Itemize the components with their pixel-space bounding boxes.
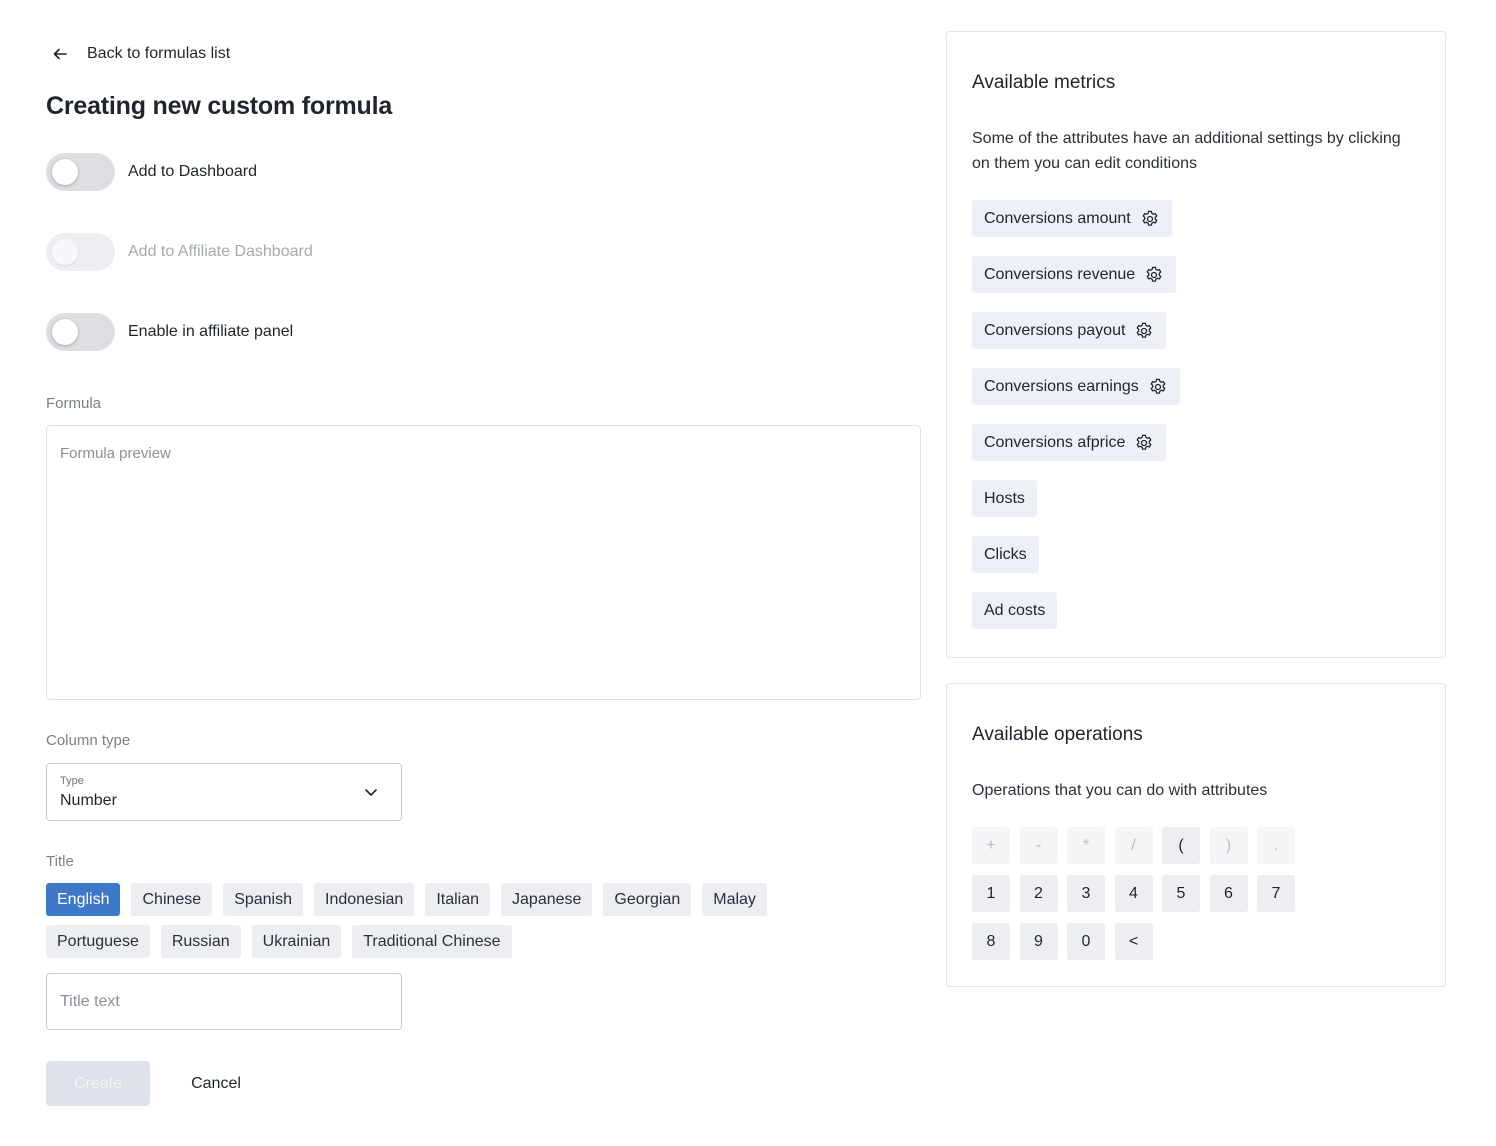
digit-9-button[interactable]: 9 [1020, 923, 1058, 960]
gear-icon[interactable] [1148, 377, 1168, 397]
add-to-dashboard-label: Add to Dashboard [128, 163, 257, 180]
enable-affiliate-panel-toggle[interactable] [46, 313, 115, 351]
formula-editor[interactable] [46, 425, 921, 700]
toggle-knob [52, 319, 78, 345]
chevron-down-icon [363, 784, 379, 800]
available-metrics-panel [946, 31, 1446, 658]
title-text-input[interactable] [46, 973, 402, 1030]
metric-conversions-amount[interactable] [972, 200, 1172, 237]
metric-label: Conversions amount [984, 209, 1131, 227]
lang-tab-ukrainian[interactable]: Ukrainian [252, 925, 342, 958]
available-operations-panel [946, 683, 1446, 987]
lang-tab-russian[interactable]: Russian [161, 925, 241, 958]
add-to-affiliate-dashboard-row [46, 233, 313, 271]
metric-conversions-afprice[interactable] [972, 424, 1166, 461]
operations-panel-description: Operations that you can do with attributes [972, 782, 1268, 799]
metric-ad-costs[interactable] [972, 592, 1057, 629]
op-plus-button: + [972, 827, 1010, 864]
metric-label: Conversions payout [984, 321, 1126, 339]
metric-label: Clicks [984, 545, 1027, 563]
op-open-paren-button[interactable]: ( [1162, 827, 1200, 864]
metric-label: Conversions revenue [984, 265, 1136, 283]
add-to-dashboard-row [46, 153, 257, 191]
enable-affiliate-panel-row [46, 313, 293, 351]
create-button[interactable]: Create [46, 1061, 150, 1106]
digit-3-button[interactable]: 3 [1067, 875, 1105, 912]
title-label: Title [46, 853, 74, 870]
toggle-knob [52, 239, 78, 265]
lang-tab-portuguese[interactable]: Portuguese [46, 925, 150, 958]
gear-icon[interactable] [1140, 209, 1160, 229]
metric-label: Hosts [984, 489, 1025, 507]
digit-1-button[interactable]: 1 [972, 875, 1010, 912]
lang-tab-traditional-chinese[interactable]: Traditional Chinese [352, 925, 511, 958]
language-tabs-row-2 [46, 925, 512, 958]
metrics-panel-title: Available metrics [972, 72, 1116, 93]
backspace-button[interactable]: < [1115, 923, 1153, 960]
cancel-button[interactable]: Cancel [172, 1061, 260, 1106]
column-type-select[interactable] [46, 763, 402, 821]
digit-4-button[interactable]: 4 [1115, 875, 1153, 912]
metric-label: Conversions earnings [984, 377, 1139, 395]
lang-tab-georgian[interactable]: Georgian [603, 883, 691, 916]
enable-affiliate-panel-label: Enable in affiliate panel [128, 323, 294, 340]
language-tabs-row-1 [46, 883, 767, 916]
digit-6-button[interactable]: 6 [1210, 875, 1248, 912]
op-divide-button: / [1115, 827, 1153, 864]
metrics-list [972, 200, 1180, 629]
gear-icon[interactable] [1144, 265, 1164, 285]
operations-keypad [972, 827, 1295, 960]
column-type-label: Column type [46, 732, 131, 749]
digit-8-button[interactable]: 8 [972, 923, 1010, 960]
metric-conversions-earnings[interactable] [972, 368, 1180, 405]
toggle-knob [52, 159, 78, 185]
metric-conversions-revenue[interactable] [972, 256, 1176, 293]
add-to-dashboard-toggle[interactable] [46, 153, 115, 191]
operations-panel-title: Available operations [972, 724, 1143, 745]
digit-0-button[interactable]: 0 [1067, 923, 1105, 960]
lang-tab-malay[interactable]: Malay [702, 883, 767, 916]
metric-hosts[interactable] [972, 480, 1037, 517]
select-floating-label: Type [60, 775, 84, 787]
metric-label: Ad costs [984, 601, 1046, 619]
op-multiply-button: * [1067, 827, 1105, 864]
back-link-label: Back to formulas list [87, 45, 231, 62]
add-to-affiliate-dashboard-label: Add to Affiliate Dashboard [128, 243, 313, 260]
lang-tab-chinese[interactable]: Chinese [131, 883, 212, 916]
metric-clicks[interactable] [972, 536, 1039, 573]
add-to-affiliate-dashboard-toggle [46, 233, 115, 271]
lang-tab-japanese[interactable]: Japanese [501, 883, 592, 916]
lang-tab-indonesian[interactable]: Indonesian [314, 883, 414, 916]
gear-icon[interactable] [1134, 321, 1154, 341]
lang-tab-english[interactable]: English [46, 883, 120, 916]
formula-placeholder: Formula preview [60, 445, 171, 462]
metrics-panel-description: Some of the attributes have an additional settings by clicking on them you can edit conditions [972, 130, 1401, 172]
op-minus-button: - [1020, 827, 1058, 864]
metric-conversions-payout[interactable] [972, 312, 1166, 349]
formula-label: Formula [46, 395, 102, 412]
digit-7-button[interactable]: 7 [1257, 875, 1295, 912]
op-close-paren-button: ) [1210, 827, 1248, 864]
back-to-formulas-link[interactable] [46, 40, 230, 68]
arrow-left-icon [46, 40, 74, 68]
digit-2-button[interactable]: 2 [1020, 875, 1058, 912]
lang-tab-spanish[interactable]: Spanish [223, 883, 303, 916]
metric-label: Conversions afprice [984, 433, 1126, 451]
op-decimal-button: . [1257, 827, 1295, 864]
gear-icon[interactable] [1134, 433, 1154, 453]
select-value: Number [60, 792, 117, 809]
digit-5-button[interactable]: 5 [1162, 875, 1200, 912]
lang-tab-italian[interactable]: Italian [425, 883, 490, 916]
page-title: Creating new custom formula [46, 92, 393, 120]
